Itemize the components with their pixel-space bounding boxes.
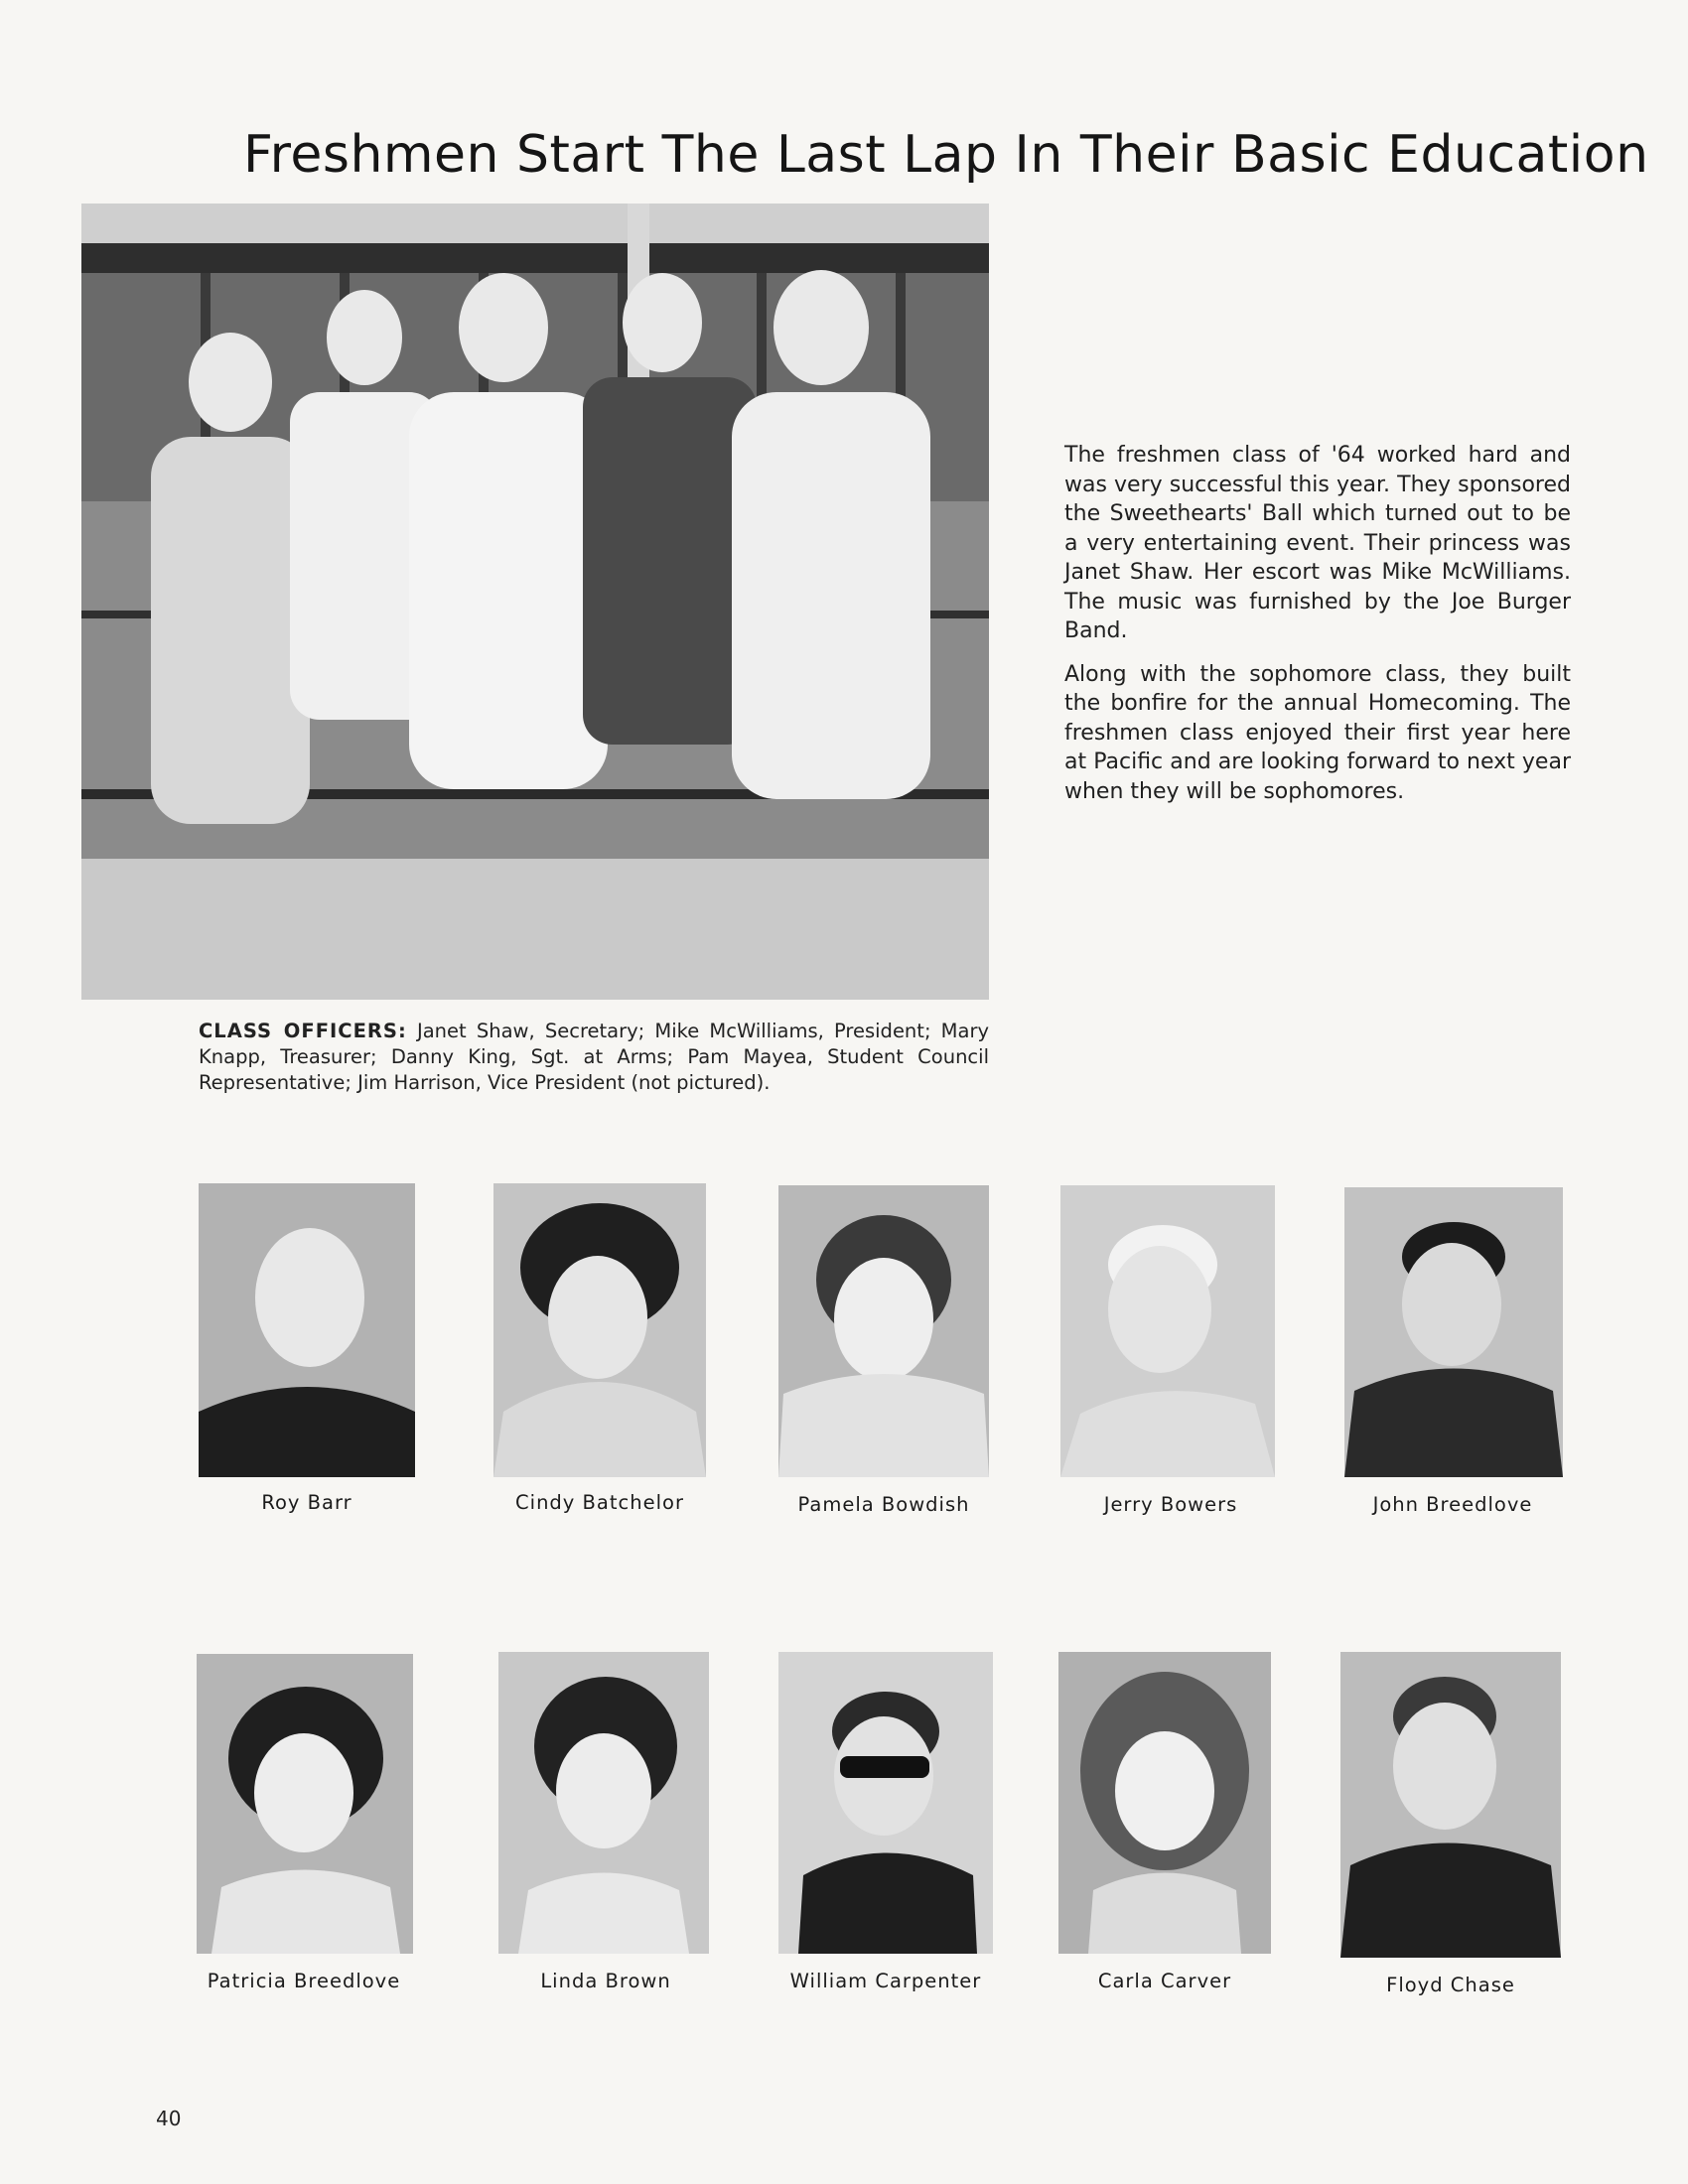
caption-lead: CLASS OFFICERS: [199,1020,407,1042]
portrait-name: Carla Carver [1097,1970,1232,1992]
portrait-name: Jerry Bowers [1103,1493,1238,1516]
photo-caption [199,1019,989,1096]
portrait-photo [199,1183,415,1477]
article-text [1064,441,1571,820]
portrait-name: John Breedlove [1372,1493,1533,1516]
portrait-name: William Carpenter [789,1970,982,1992]
portrait-photo [1060,1185,1275,1477]
portrait-name: Pamela Bowdish [797,1493,970,1516]
page-title: Freshmen Start The Last Lap In Their Basic Education [243,125,1649,185]
portrait-photo [197,1654,413,1954]
portrait-photo [1340,1652,1561,1958]
portrait-photo [1058,1652,1271,1954]
portrait-name: Floyd Chase [1386,1974,1515,1996]
portrait-photo [778,1652,993,1954]
portrait-photo [493,1183,706,1477]
portrait-photo [1344,1187,1563,1477]
article-paragraph: Along with the sophomore class, they built the bonfire for the annual Homecoming. The freshmen class enjoyed their first year here at Pacific and are looking forward to next year when they will be sophomores. [1064,661,1571,804]
class-officers-photo [81,204,989,1000]
portrait-photo [778,1185,989,1477]
portrait-name: Roy Barr [261,1491,352,1514]
article-paragraph: The freshmen class of '64 worked hard and was very successful this year. They sponsored the Sweethearts' Ball which turned out to be a very entertaining event. Their princess was Janet Shaw. Her escort was Mike McWilliams. The music was furnished by the Joe Burger Band. [1064,443,1571,643]
portrait-name: Cindy Batchelor [515,1491,684,1514]
portrait-photo [498,1652,709,1954]
portrait-name: Linda Brown [540,1970,671,1992]
portrait-name: Patricia Breedlove [207,1970,401,1992]
caption-text: Janet Shaw, Secretary; Mike McWilliams, President; Mary Knapp, Treasurer; Danny King, Sgt. at Arms; Pam Mayea, Student Council Representative; Jim Harrison, Vice President (not pictured). [199,1020,990,1094]
page-number: 40 [156,2107,182,2130]
